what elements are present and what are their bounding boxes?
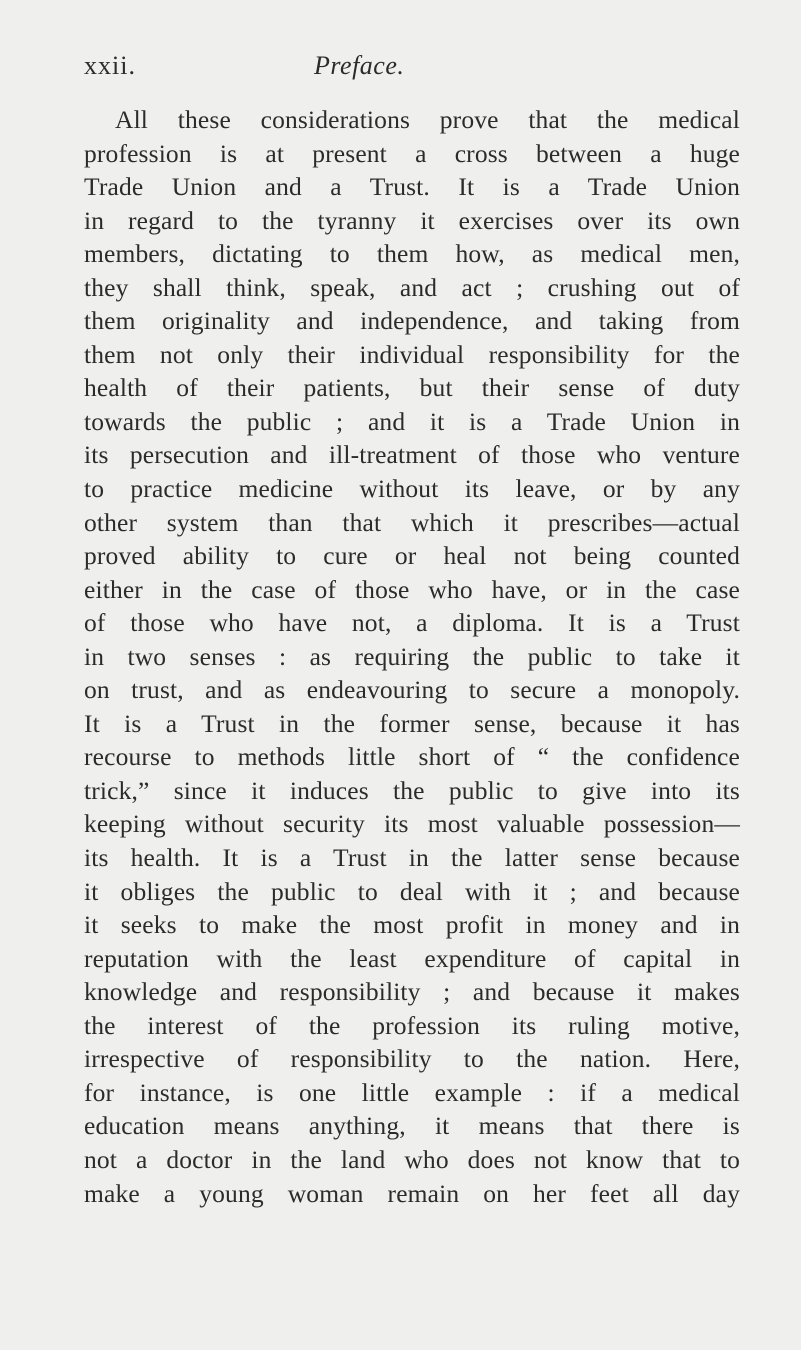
text-line: profession is at present a cross between a huge [84, 138, 740, 168]
running-title: Preface. [314, 51, 405, 80]
text-line: knowledge and responsibility ; and because it makes [84, 977, 740, 1007]
text-line: towards the public ; and it is a Trade Union in [84, 406, 740, 436]
text-line: on trust, and as endeavouring to secure a monopoly. [84, 675, 740, 705]
text-line: its health. It is a Trust in the latter sense because [84, 843, 740, 873]
text-line: All these considerations prove that the medical [115, 105, 740, 134]
text-line: them not only their individual responsibility for the [84, 339, 740, 369]
text-line: other system than that which it prescribes—actual [84, 507, 740, 537]
text-line: make a young woman remain on her feet all day [84, 1178, 740, 1208]
text-line: Trade Union and a Trust. It is a Trade Union [84, 172, 740, 202]
text-line: members, dictating to them how, as medical men, [84, 239, 740, 269]
text-line: not a doctor in the land who does not know that to [84, 1144, 740, 1174]
text-line: health of their patients, but their sense of duty [84, 373, 740, 403]
text-line: education means anything, it means that there is [84, 1111, 740, 1141]
text-line: keeping without security its most valuable possession— [84, 809, 740, 839]
text-line: reputation with the least expenditure of capital in [84, 943, 740, 973]
text-line: to practice medicine without its leave, or by any [84, 474, 740, 504]
text-line: It is a Trust in the former sense, because it has [84, 708, 740, 738]
text-line: recourse to methods little short of “ the confidence [84, 742, 740, 772]
text-line: in two senses : as requiring the public to take it [84, 641, 740, 671]
text-line: of those who have not, a diploma. It is a Trust [84, 608, 740, 638]
text-line: them originality and independence, and taking from [84, 306, 740, 336]
page-header [84, 46, 744, 86]
text-line: it seeks to make the most profit in money and in [84, 910, 740, 940]
text-line: for instance, is one little example : if a medical [84, 1077, 740, 1107]
text-line: its persecution and ill-treatment of those who venture [84, 440, 740, 470]
text-line: the interest of the profession its ruling motive, [84, 1010, 740, 1040]
body-paragraph [84, 103, 740, 1210]
text-line: proved ability to cure or heal not being counted [84, 541, 740, 571]
text-line: either in the case of those who have, or in the case [84, 574, 740, 604]
text-line: irrespective of responsibility to the nation. Here, [84, 1044, 740, 1074]
page-number: xxii. [84, 51, 136, 80]
text-line: it obliges the public to deal with it ; and because [84, 876, 740, 906]
text-line: trick,” since it induces the public to give into its [84, 775, 740, 805]
text-line: in regard to the tyranny it exercises over its own [84, 205, 740, 235]
text-line: they shall think, speak, and act ; crushing out of [84, 272, 740, 302]
